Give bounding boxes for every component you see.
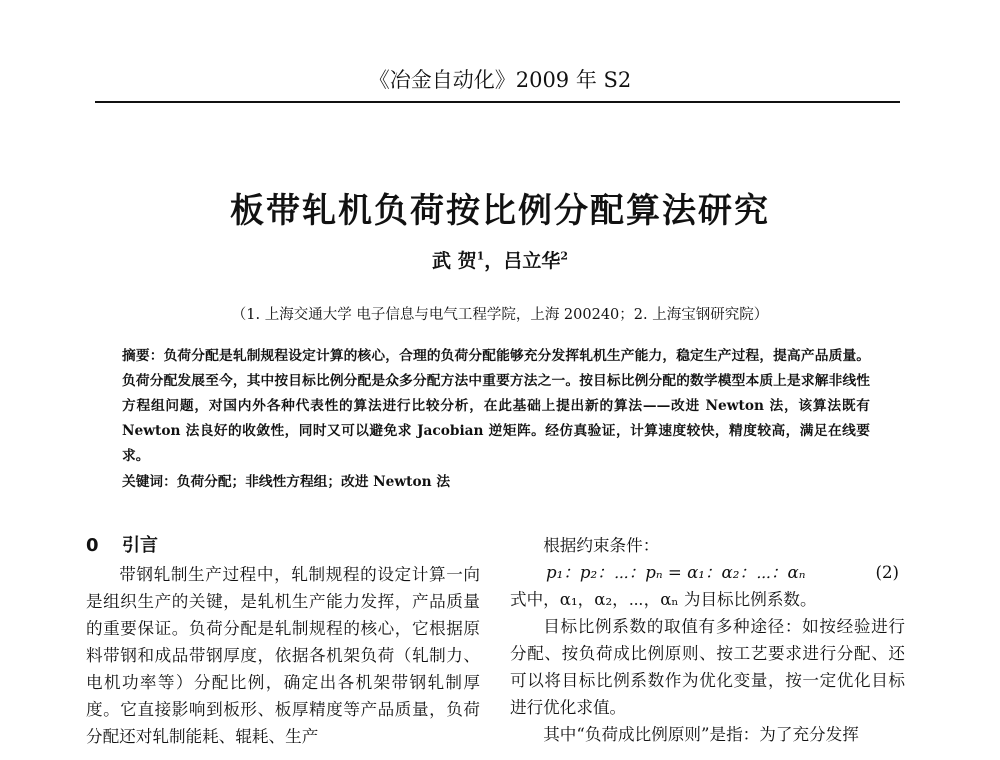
right-column (510, 532, 905, 748)
constraint-intro: 根据约束条件： (543, 536, 660, 555)
affiliations: （1. 上海交通大学 电子信息与电气工程学院，上海 200240；2. 上海宝钢研究院） (231, 307, 769, 323)
keywords-label: 关键词： (122, 474, 177, 490)
author-name: 吕立华 (503, 250, 561, 272)
section-number: 0 (86, 535, 99, 556)
equation-number: (2) (875, 563, 899, 582)
author-name: 武 贺 (432, 250, 477, 272)
header-rule (95, 101, 900, 103)
paper-title: 板带轧机负荷按比例分配算法研究 (230, 191, 770, 231)
author-separator: ， (484, 250, 504, 272)
author-affiliation-mark: 2 (560, 249, 568, 263)
body-paragraph: 目标比例系数的取值有多种途径：如按经验进行分配、按负荷成比例原则、按工艺要求进行分配、还可以将目标比例系数作为优化变量，按一定优化目标进行优化求值。 (510, 617, 905, 717)
keywords-text: 负荷分配；非线性方程组；改进 Newton 法 (176, 474, 451, 490)
body-paragraph: 其中“负荷成比例原则”是指：为了充分发挥 (543, 725, 859, 744)
author-line (0, 246, 1000, 273)
section-heading (86, 532, 480, 559)
author-affiliation-mark: 1 (476, 249, 485, 263)
abstract-label: 摘要： (122, 348, 164, 364)
where-line: 式中，α₁，α₂，⋯，αₙ 为目标比例系数。 (510, 590, 817, 609)
left-column (86, 532, 480, 750)
section-title: 引言 (122, 535, 158, 556)
journal-header: 《冶金自动化》2009 年 S2 (368, 68, 632, 92)
keywords (122, 470, 870, 490)
equation-body: p₁：p₂：⋯：pₙ = α₁：α₂：⋯：αₙ (546, 563, 806, 582)
body-paragraph: 带钢轧制生产过程中，轧制规程的设定计算一向是组织生产的关键，是轧机生产能力发挥，产品质量的重要保证。负荷分配是轧制规程的核心，它根据原料带钢和成品带钢厚度，依据各机架负荷（轧制力、电机功率等）分配比例，确定出各机架带钢轧制厚度。它直接影响到板形、板厚精度等产品质量，负荷分配还对轧制能耗、辊耗、生产 (86, 565, 480, 746)
abstract-text: 负荷分配是轧制规程设定计算的核心，合理的负荷分配能够充分发挥轧机生产能力，稳定生产过程，提高产品质量。负荷分配发展至今，其中按目标比例分配是众多分配方法中重要方法之一。按目标比例分配的数学模型本质上是求解非线性方程组问题，对国内外各种代表性的算法进行比较分析，在此基础上提出新的算法——改进 Newton 法，该算法既有 Newton 法良好的收敛性，同时又可以避免求 Jacobian 逆矩阵。经仿真验证，计算速度较快，精度较高，满足在线要求。 (122, 348, 870, 464)
abstract (122, 344, 870, 469)
equation (510, 559, 905, 586)
